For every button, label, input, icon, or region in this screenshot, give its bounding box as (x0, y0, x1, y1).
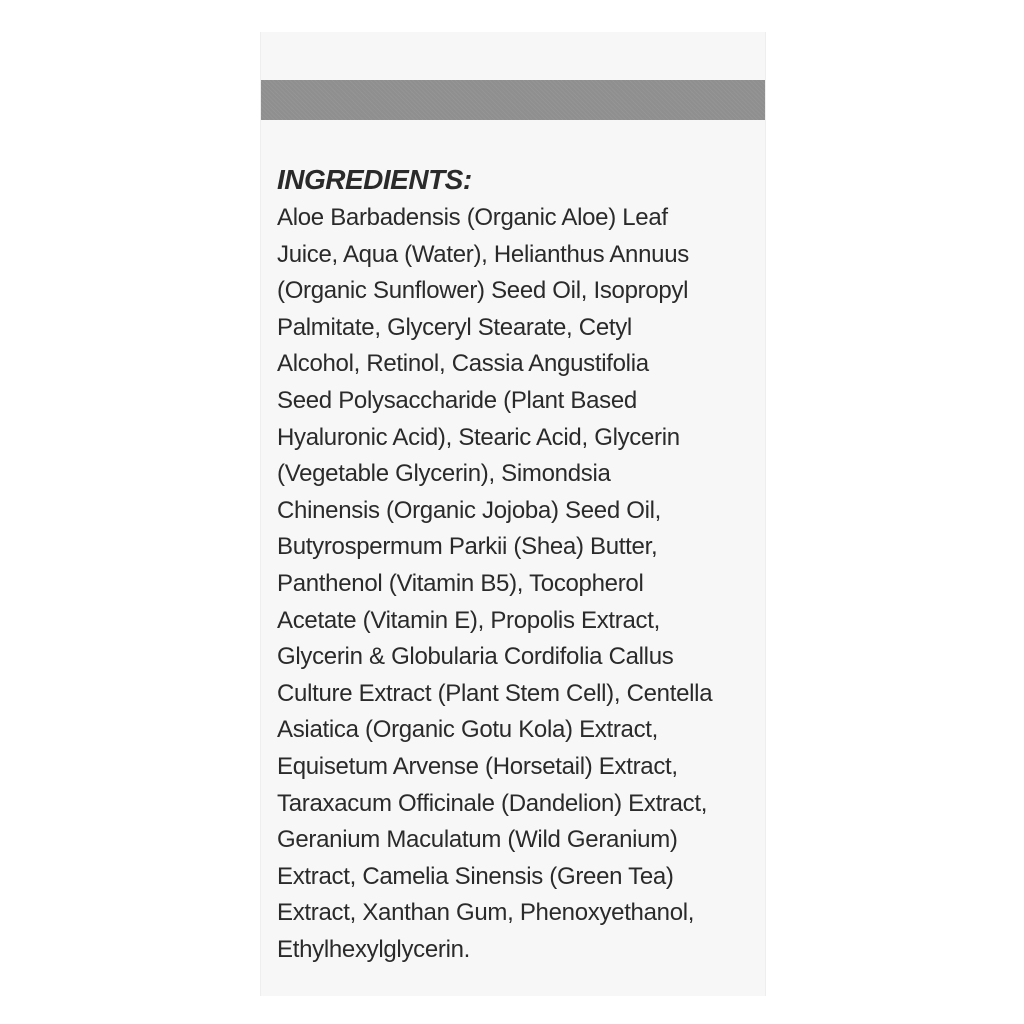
ingredients-line: Palmitate, Glyceryl Stearate, Cetyl (277, 313, 632, 341)
ingredients-label-panel (260, 32, 766, 996)
ingredients-line: Taraxacum Officinale (Dandelion) Extract, (277, 789, 708, 817)
ingredients-list (277, 200, 761, 968)
ingredients-line: (Organic Sunflower) Seed Oil, Isopropyl (277, 277, 689, 305)
ingredients-line: (Vegetable Glycerin), Simondsia (277, 460, 611, 488)
ingredients-line: Aloe Barbadensis (Organic Aloe) Leaf (277, 204, 668, 231)
ingredients-line: Asiatica (Organic Gotu Kola) Extract, (277, 716, 659, 744)
gray-stripe-band (261, 80, 765, 120)
ingredients-line: Alcohol, Retinol, Cassia Angustifolia (277, 350, 649, 378)
ingredients-line: Chinensis (Organic Jojoba) Seed Oil, (277, 496, 662, 524)
ingredients-line: Juice, Aqua (Water), Helianthus Annuus (277, 240, 689, 268)
ingredients-line: Equisetum Arvense (Horsetail) Extract, (277, 752, 678, 780)
ingredients-line: Hyaluronic Acid), Stearic Acid, Glycerin (277, 423, 680, 451)
ingredients-line: Panthenol (Vitamin B5), Tocopherol (277, 569, 644, 597)
ingredients-heading: INGREDIENTS: (277, 164, 472, 195)
ingredients-line: Extract, Xanthan Gum, Phenoxyethanol, (277, 899, 695, 927)
ingredients-line: Butyrospermum Parkii (Shea) Butter, (277, 533, 658, 561)
ingredients-line: Geranium Maculatum (Wild Geranium) (277, 826, 678, 854)
ingredients-line: Seed Polysaccharide (Plant Based (277, 386, 637, 414)
ingredients-section (277, 160, 761, 968)
ingredients-line: Culture Extract (Plant Stem Cell), Centella (277, 679, 713, 707)
ingredients-line: Glycerin & Globularia Cordifolia Callus (277, 643, 674, 671)
ingredients-line: Ethylhexylglycerin. (277, 935, 471, 963)
ingredients-line: Extract, Camelia Sinensis (Green Tea) (277, 862, 674, 890)
ingredients-line: Acetate (Vitamin E), Propolis Extract, (277, 606, 660, 634)
